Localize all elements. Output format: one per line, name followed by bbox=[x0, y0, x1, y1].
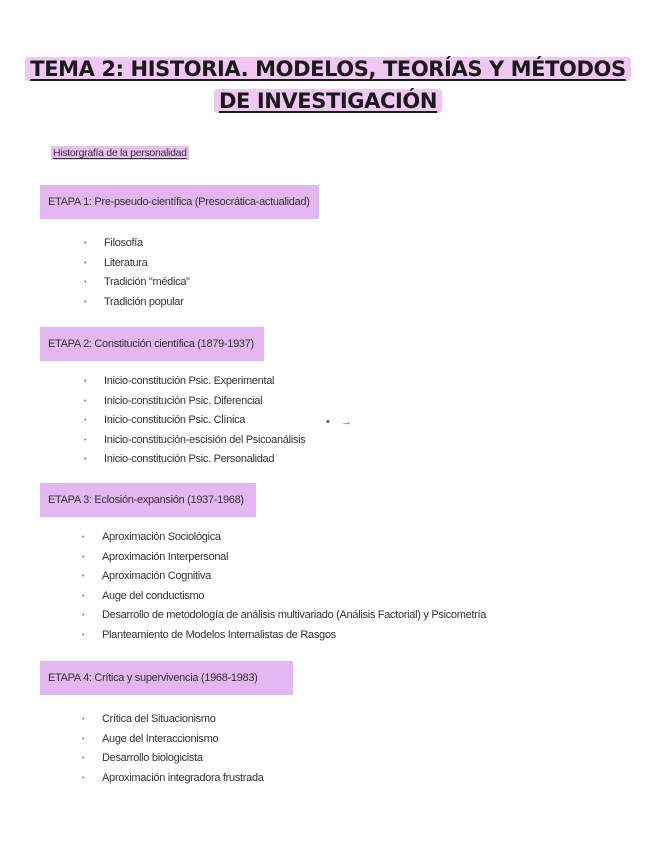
list-item: • Planteamiento de Modelos Internalistas de Rasgos bbox=[80, 626, 486, 646]
stage-2-list bbox=[82, 372, 305, 470]
list-item: • Desarrollo biologicista bbox=[80, 749, 264, 769]
list-item: • Inicio-constitución Psic. Clínica bbox=[82, 411, 305, 431]
list-item: • Aproximación Cognitiva bbox=[80, 567, 486, 587]
section-subtitle: Historgrafía de la personalidad bbox=[53, 147, 187, 159]
stage-1-header: ETAPA 1: Pre-pseudo-científica (Presocrática-actualidad) bbox=[40, 185, 319, 219]
stage-2-header: ETAPA 2: Constitución científica (1879-1937) bbox=[40, 327, 264, 361]
stage-4-header: ETAPA 4: Crítica y supervivencia (1968-1983) bbox=[40, 661, 293, 695]
stage-3-list bbox=[80, 528, 486, 645]
list-item: • Aproximación Interpersonal bbox=[80, 548, 486, 568]
list-item: • Aproximación Sociológica bbox=[80, 528, 486, 548]
list-item: • Tradición popular bbox=[82, 293, 190, 313]
list-item: • Crítica del Situacionismo bbox=[80, 710, 264, 730]
list-item: • Inicio-constitución Psic. Experimental bbox=[82, 372, 305, 392]
list-item: • Inicio-constitución Psic. Diferencial bbox=[82, 392, 305, 412]
page-title-line-1 bbox=[0, 57, 656, 81]
stage-1-list bbox=[82, 234, 190, 312]
stage-3-header: ETAPA 3: Eclosión-expansión (1937-1968) bbox=[40, 483, 256, 517]
list-item: • Aproximación integradora frustrada bbox=[80, 769, 264, 789]
list-item: • Desarrollo de metodología de análisis multivariado (Análisis Factorial) y Psicometría bbox=[80, 606, 486, 626]
list-item: • Inicio-constitución Psic. Personalidad bbox=[82, 450, 305, 470]
list-item: • Inicio-constitución-escisión del Psicoanálisis bbox=[82, 431, 305, 451]
title-highlight-2: DE INVESTIGACIÓN bbox=[214, 89, 442, 113]
arrow-annotation: • → bbox=[326, 416, 356, 428]
list-item: • Tradición "médica" bbox=[82, 273, 190, 293]
page-title-line-2 bbox=[0, 89, 656, 113]
list-item: • Auge del Interaccionismo bbox=[80, 730, 264, 750]
title-highlight-1: TEMA 2: HISTORIA. MODELOS, TEORÍAS Y MÉTODOS bbox=[25, 57, 630, 81]
list-item: • Filosofía bbox=[82, 234, 190, 254]
list-item: • Literatura bbox=[82, 254, 190, 274]
stage-4-list bbox=[80, 710, 264, 788]
list-item: • Auge del conductismo bbox=[80, 587, 486, 607]
